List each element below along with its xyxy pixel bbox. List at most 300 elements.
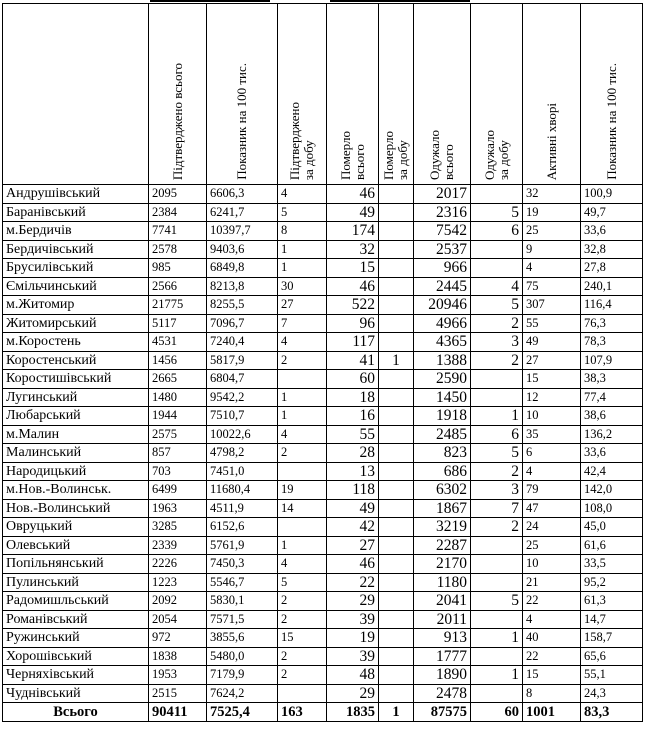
- cell-conf-day: 1: [278, 407, 327, 426]
- cell-name: Андрушівський: [3, 185, 149, 204]
- cell-rec-total: 2485: [414, 425, 471, 444]
- cell-rate: 5480,0: [207, 647, 278, 666]
- cell-died-day: [379, 444, 414, 463]
- cell-rate: 4798,2: [207, 444, 278, 463]
- cell-died-total: 46: [327, 185, 379, 204]
- cell-conf-day: [278, 462, 327, 481]
- cell-died-day: [379, 185, 414, 204]
- cell-name: Романівський: [3, 610, 149, 629]
- cell-active: 15: [523, 370, 581, 389]
- cell-name: Нов.-Волинський: [3, 499, 149, 518]
- cell-active: 75: [523, 277, 581, 296]
- cell-died-total: 96: [327, 314, 379, 333]
- cell-conf-day: 19: [278, 481, 327, 500]
- cell-rate2: 83,3: [581, 703, 643, 722]
- cell-rate: 7179,9: [207, 666, 278, 685]
- cell-rec-day: 6: [471, 222, 523, 241]
- cell-rec-total: 2445: [414, 277, 471, 296]
- cell-rec-total: 2590: [414, 370, 471, 389]
- cell-died-total: 60: [327, 370, 379, 389]
- cell-conf-day: 4: [278, 555, 327, 574]
- cell-died-day: [379, 296, 414, 315]
- cell-died-total: 46: [327, 277, 379, 296]
- cell-rate2: 49,7: [581, 203, 643, 222]
- cell-rate2: 33,5: [581, 555, 643, 574]
- cell-rate: 8255,5: [207, 296, 278, 315]
- cell-rec-total: 2287: [414, 536, 471, 555]
- cell-active: 9: [523, 240, 581, 259]
- table-row: [3, 259, 643, 278]
- cell-rec-total: 3219: [414, 518, 471, 537]
- cell-died-total: 39: [327, 647, 379, 666]
- cell-rec-total: 2170: [414, 555, 471, 574]
- cell-conf-day: 1: [278, 536, 327, 555]
- cell-name: Попільнянський: [3, 555, 149, 574]
- cell-conf-total: 2092: [149, 592, 207, 611]
- cell-rate2: 38,3: [581, 370, 643, 389]
- cell-conf-day: 1: [278, 259, 327, 278]
- cell-rec-day: 7: [471, 499, 523, 518]
- cell-rec-total: 4365: [414, 333, 471, 352]
- total-row: [3, 703, 643, 722]
- cell-conf-day: 2: [278, 610, 327, 629]
- cell-died-total: 174: [327, 222, 379, 241]
- cell-rate: 5817,9: [207, 351, 278, 370]
- cell-conf-total: 1456: [149, 351, 207, 370]
- cell-died-total: 27: [327, 536, 379, 555]
- cell-active: 79: [523, 481, 581, 500]
- cell-conf-day: 14: [278, 499, 327, 518]
- cell-rate2: 116,4: [581, 296, 643, 315]
- cell-died-total: 32: [327, 240, 379, 259]
- cell-rec-day: 3: [471, 333, 523, 352]
- cell-conf-day: 1: [278, 388, 327, 407]
- cell-conf-total: 4531: [149, 333, 207, 352]
- cell-rate: 7450,3: [207, 555, 278, 574]
- cell-rec-total: 4966: [414, 314, 471, 333]
- cell-conf-day: 2: [278, 666, 327, 685]
- table-row: [3, 462, 643, 481]
- header-col-6: Одужало всього: [414, 4, 471, 185]
- cell-rate2: 33,6: [581, 222, 643, 241]
- cell-conf-day: 8: [278, 222, 327, 241]
- cell-rate: 7240,4: [207, 333, 278, 352]
- cell-rec-day: 4: [471, 277, 523, 296]
- cell-died-total: 49: [327, 203, 379, 222]
- cell-died-day: [379, 592, 414, 611]
- cell-conf-total: 2384: [149, 203, 207, 222]
- cell-died-day: [379, 684, 414, 703]
- cell-active: 4: [523, 462, 581, 481]
- cell-died-day: [379, 647, 414, 666]
- header-col-2: Показник на 100 тис.: [207, 4, 278, 185]
- header-col-5: Померло за добу: [379, 4, 414, 185]
- table-row: [3, 240, 643, 259]
- cell-rec-day: [471, 684, 523, 703]
- cell-rate2: 107,9: [581, 351, 643, 370]
- cell-died-day: [379, 481, 414, 500]
- cell-died-day: [379, 610, 414, 629]
- cell-rec-total: 686: [414, 462, 471, 481]
- table-row: [3, 518, 643, 537]
- cell-rec-day: 1: [471, 629, 523, 648]
- cell-name: Черняхівський: [3, 666, 149, 685]
- cell-name: м.Бердичів: [3, 222, 149, 241]
- cell-conf-total: 2095: [149, 185, 207, 204]
- cell-name: Баранівський: [3, 203, 149, 222]
- cell-rec-total: 87575: [414, 703, 471, 722]
- table-row: [3, 444, 643, 463]
- cell-conf-total: 1953: [149, 666, 207, 685]
- cell-rate2: 33,6: [581, 444, 643, 463]
- cell-rec-total: 20946: [414, 296, 471, 315]
- cell-active: 4: [523, 259, 581, 278]
- cell-rec-total: 7542: [414, 222, 471, 241]
- cell-name: Радомишльський: [3, 592, 149, 611]
- cell-active: 22: [523, 592, 581, 611]
- header-col-7: Одужало за добу: [471, 4, 523, 185]
- cell-conf-total: 5117: [149, 314, 207, 333]
- cell-rec-day: 5: [471, 203, 523, 222]
- cell-died-total: 55: [327, 425, 379, 444]
- cell-conf-day: [278, 684, 327, 703]
- cell-conf-day: [278, 370, 327, 389]
- table-row: [3, 277, 643, 296]
- cell-active: 307: [523, 296, 581, 315]
- cell-active: 55: [523, 314, 581, 333]
- cell-conf-total: 2515: [149, 684, 207, 703]
- cell-rate: 6152,6: [207, 518, 278, 537]
- cell-died-day: [379, 259, 414, 278]
- cell-rate2: 27,8: [581, 259, 643, 278]
- cell-died-total: 22: [327, 573, 379, 592]
- cell-rec-total: 1918: [414, 407, 471, 426]
- cell-conf-total: 1480: [149, 388, 207, 407]
- cell-conf-total: 857: [149, 444, 207, 463]
- cell-name: Брусилівський: [3, 259, 149, 278]
- cell-active: 35: [523, 425, 581, 444]
- cell-rate: 7510,7: [207, 407, 278, 426]
- cell-rate: 10022,6: [207, 425, 278, 444]
- cell-rec-day: [471, 240, 523, 259]
- table-row: [3, 370, 643, 389]
- cell-conf-day: 2: [278, 444, 327, 463]
- cell-rate2: 158,7: [581, 629, 643, 648]
- cell-rec-total: 6302: [414, 481, 471, 500]
- cell-died-day: [379, 462, 414, 481]
- cell-died-day: [379, 314, 414, 333]
- cell-rate2: 14,7: [581, 610, 643, 629]
- cell-rate: 6241,7: [207, 203, 278, 222]
- cell-rate: 5546,7: [207, 573, 278, 592]
- cell-died-day: [379, 333, 414, 352]
- cell-name: Коростишівський: [3, 370, 149, 389]
- cell-conf-day: 15: [278, 629, 327, 648]
- cell-rec-day: 5: [471, 296, 523, 315]
- cell-rate: 4511,9: [207, 499, 278, 518]
- cell-rate2: 78,3: [581, 333, 643, 352]
- cell-conf-total: 3285: [149, 518, 207, 537]
- cell-rec-total: 2017: [414, 185, 471, 204]
- cell-conf-day: 30: [278, 277, 327, 296]
- cell-rec-day: [471, 536, 523, 555]
- cell-active: 1001: [523, 703, 581, 722]
- cell-rec-total: 2011: [414, 610, 471, 629]
- cell-died-day: [379, 407, 414, 426]
- cell-rate2: 24,3: [581, 684, 643, 703]
- cell-rec-total: 2316: [414, 203, 471, 222]
- header-col-8: Активні хворі: [523, 4, 581, 185]
- cell-active: 24: [523, 518, 581, 537]
- cell-conf-total: 703: [149, 462, 207, 481]
- cell-rate: 5761,9: [207, 536, 278, 555]
- header-col-1: Підтверджено всього: [149, 4, 207, 185]
- table-row: [3, 185, 643, 204]
- cell-rate2: 95,2: [581, 573, 643, 592]
- table-row: [3, 666, 643, 685]
- cell-rate: 8213,8: [207, 277, 278, 296]
- cell-name: Хорошівський: [3, 647, 149, 666]
- cell-died-day: [379, 277, 414, 296]
- cell-rate2: 61,3: [581, 592, 643, 611]
- cell-rate: 5830,1: [207, 592, 278, 611]
- cell-rate: 7096,7: [207, 314, 278, 333]
- cell-rec-day: 5: [471, 444, 523, 463]
- cell-conf-day: 5: [278, 203, 327, 222]
- cell-rec-day: 2: [471, 351, 523, 370]
- cell-rec-day: [471, 573, 523, 592]
- cell-active: 49: [523, 333, 581, 352]
- cell-rec-day: [471, 555, 523, 574]
- cell-conf-total: 2566: [149, 277, 207, 296]
- table-row: [3, 388, 643, 407]
- cell-died-total: 18: [327, 388, 379, 407]
- cell-rate2: 38,6: [581, 407, 643, 426]
- cell-rate2: 42,4: [581, 462, 643, 481]
- cell-conf-total: 972: [149, 629, 207, 648]
- cell-name: м.Нов.-Волинськ.: [3, 481, 149, 500]
- cell-rate2: 76,3: [581, 314, 643, 333]
- cell-name: Ємільчинський: [3, 277, 149, 296]
- cell-active: 4: [523, 610, 581, 629]
- cell-active: 27: [523, 351, 581, 370]
- cell-rate2: 45,0: [581, 518, 643, 537]
- cell-rec-day: [471, 610, 523, 629]
- cell-conf-day: 1: [278, 240, 327, 259]
- cell-died-total: 46: [327, 555, 379, 574]
- cell-rec-total: 2041: [414, 592, 471, 611]
- cell-died-total: 118: [327, 481, 379, 500]
- cell-conf-total: 2575: [149, 425, 207, 444]
- cell-name: м.Малин: [3, 425, 149, 444]
- cell-died-total: 15: [327, 259, 379, 278]
- cell-rec-day: 2: [471, 462, 523, 481]
- cell-died-total: 48: [327, 666, 379, 685]
- cell-conf-total: 2226: [149, 555, 207, 574]
- cell-conf-day: 4: [278, 425, 327, 444]
- cell-conf-day: 163: [278, 703, 327, 722]
- cell-rate2: 77,4: [581, 388, 643, 407]
- cell-name: Народицький: [3, 462, 149, 481]
- cell-conf-total: 7741: [149, 222, 207, 241]
- cell-rate2: 65,6: [581, 647, 643, 666]
- cell-name: м.Житомир: [3, 296, 149, 315]
- cell-died-total: 19: [327, 629, 379, 648]
- cell-conf-day: 27: [278, 296, 327, 315]
- cell-active: 6: [523, 444, 581, 463]
- cell-rec-day: 2: [471, 518, 523, 537]
- cell-rec-day: 5: [471, 592, 523, 611]
- cell-conf-total: 1838: [149, 647, 207, 666]
- cell-died-total: 29: [327, 592, 379, 611]
- cell-died-total: 522: [327, 296, 379, 315]
- cell-rec-day: 3: [471, 481, 523, 500]
- table-row: [3, 314, 643, 333]
- table-row: [3, 573, 643, 592]
- cell-conf-total: 2054: [149, 610, 207, 629]
- cell-died-total: 42: [327, 518, 379, 537]
- header-col-9: Показник на 100 тис.: [581, 4, 643, 185]
- cell-died-total: 39: [327, 610, 379, 629]
- cell-active: 25: [523, 536, 581, 555]
- table-row: [3, 592, 643, 611]
- cell-name: Любарський: [3, 407, 149, 426]
- table-row: [3, 203, 643, 222]
- cell-rec-total: 966: [414, 259, 471, 278]
- cell-rec-total: 823: [414, 444, 471, 463]
- cell-died-total: 16: [327, 407, 379, 426]
- header-row: [3, 4, 643, 185]
- cell-rec-total: 1388: [414, 351, 471, 370]
- cell-rec-total: 1867: [414, 499, 471, 518]
- cell-conf-total: 1963: [149, 499, 207, 518]
- table-row: [3, 296, 643, 315]
- cell-died-day: [379, 222, 414, 241]
- cell-rate2: 142,0: [581, 481, 643, 500]
- cell-conf-total: 985: [149, 259, 207, 278]
- table-row: [3, 684, 643, 703]
- table-row: [3, 536, 643, 555]
- cell-name: Пулинський: [3, 573, 149, 592]
- cell-conf-total: 2665: [149, 370, 207, 389]
- cell-died-day: [379, 629, 414, 648]
- cell-active: 22: [523, 647, 581, 666]
- cell-conf-total: 2339: [149, 536, 207, 555]
- cell-name: Чуднівський: [3, 684, 149, 703]
- cell-active: 21: [523, 573, 581, 592]
- cell-name: Бердичівський: [3, 240, 149, 259]
- cell-rate: 7525,4: [207, 703, 278, 722]
- table-row: [3, 481, 643, 500]
- cell-rate: 7451,0: [207, 462, 278, 481]
- cell-active: 47: [523, 499, 581, 518]
- cell-rec-total: 1890: [414, 666, 471, 685]
- table-row: [3, 647, 643, 666]
- cell-active: 19: [523, 203, 581, 222]
- cell-died-day: [379, 536, 414, 555]
- cell-rate2: 32,8: [581, 240, 643, 259]
- cell-rec-total: 2537: [414, 240, 471, 259]
- cell-rec-total: 913: [414, 629, 471, 648]
- cell-rate: 7571,5: [207, 610, 278, 629]
- cell-died-total: 49: [327, 499, 379, 518]
- cell-rec-day: [471, 259, 523, 278]
- cell-died-day: [379, 203, 414, 222]
- cell-active: 15: [523, 666, 581, 685]
- cell-died-total: 117: [327, 333, 379, 352]
- cell-conf-total: 21775: [149, 296, 207, 315]
- cell-died-day: [379, 388, 414, 407]
- cell-active: 40: [523, 629, 581, 648]
- cell-conf-total: 1944: [149, 407, 207, 426]
- table-row: [3, 407, 643, 426]
- cell-died-total: 29: [327, 684, 379, 703]
- cell-rate: 6606,3: [207, 185, 278, 204]
- cell-rec-total: 1180: [414, 573, 471, 592]
- cell-died-total: 28: [327, 444, 379, 463]
- cell-died-day: [379, 370, 414, 389]
- cell-died-day: [379, 518, 414, 537]
- cell-conf-day: 5: [278, 573, 327, 592]
- cell-rec-total: 1450: [414, 388, 471, 407]
- cell-active: 10: [523, 407, 581, 426]
- cell-rec-day: [471, 388, 523, 407]
- cell-conf-day: 2: [278, 647, 327, 666]
- cell-died-day: [379, 573, 414, 592]
- cell-active: 12: [523, 388, 581, 407]
- cell-name: Всього: [3, 703, 149, 722]
- cell-rec-day: [471, 647, 523, 666]
- cell-conf-total: 1223: [149, 573, 207, 592]
- cell-rate: 10397,7: [207, 222, 278, 241]
- table-row: [3, 610, 643, 629]
- cell-rate: 3855,6: [207, 629, 278, 648]
- cell-conf-total: 2578: [149, 240, 207, 259]
- cell-conf-day: 2: [278, 592, 327, 611]
- cell-name: Лугинський: [3, 388, 149, 407]
- cell-name: Коростенський: [3, 351, 149, 370]
- cell-active: 8: [523, 684, 581, 703]
- cell-died-total: 13: [327, 462, 379, 481]
- header-col-3: Підтверджено за добу: [278, 4, 327, 185]
- cell-active: 32: [523, 185, 581, 204]
- cell-conf-day: 4: [278, 185, 327, 204]
- cell-name: Житомирський: [3, 314, 149, 333]
- cell-rate2: 240,1: [581, 277, 643, 296]
- cell-rate: 9542,2: [207, 388, 278, 407]
- cell-rate: 7624,2: [207, 684, 278, 703]
- cell-died-day: [379, 425, 414, 444]
- cell-name: Малинський: [3, 444, 149, 463]
- cell-name: Ружинський: [3, 629, 149, 648]
- cell-died-total: 1835: [327, 703, 379, 722]
- header-name: [3, 4, 149, 185]
- cell-died-day: [379, 666, 414, 685]
- cell-rate2: 100,9: [581, 185, 643, 204]
- cell-rec-day: [471, 370, 523, 389]
- cell-rate: 11680,4: [207, 481, 278, 500]
- cell-rate2: 55,1: [581, 666, 643, 685]
- cell-rec-day: 2: [471, 314, 523, 333]
- table-row: [3, 499, 643, 518]
- cell-conf-day: 7: [278, 314, 327, 333]
- table-row: [3, 222, 643, 241]
- cell-conf-day: 4: [278, 333, 327, 352]
- cell-name: Олевський: [3, 536, 149, 555]
- table-row: [3, 425, 643, 444]
- cell-rec-day: [471, 185, 523, 204]
- cell-died-day: [379, 555, 414, 574]
